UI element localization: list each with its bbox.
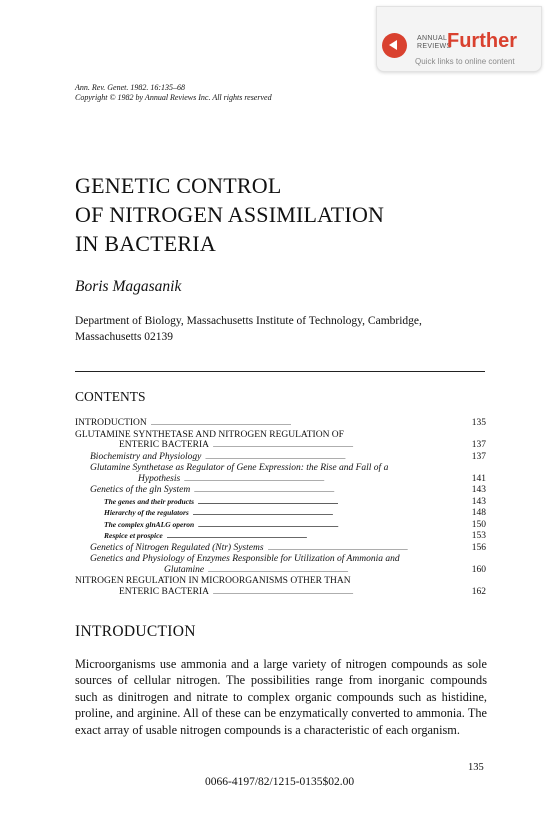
toc-page: 143 <box>471 485 486 495</box>
toc-page: 153 <box>471 531 486 541</box>
leader-dots <box>213 587 464 599</box>
leader-dots <box>194 485 464 497</box>
toc-row[interactable] <box>75 531 486 543</box>
toc-page: 137 <box>471 451 486 462</box>
toc-page: 150 <box>471 519 486 530</box>
toc-row[interactable] <box>75 463 486 474</box>
toc-page: 143 <box>471 496 486 507</box>
leader-dots <box>193 508 464 520</box>
toc-label: Glutamine <box>164 564 205 575</box>
toc-row[interactable] <box>75 418 486 430</box>
toc-row[interactable] <box>75 452 486 464</box>
introduction-heading: INTRODUCTION <box>75 623 196 640</box>
toc-page: 162 <box>471 586 486 597</box>
toc-row[interactable] <box>75 520 486 532</box>
toc-label: Genetics and Physiology of Enzymes Responsible for Utilization of Ammonia and <box>90 554 400 564</box>
citation-line-1: Ann. Rev. Genet. 1982. 16:135–68 <box>75 83 186 92</box>
toc-row[interactable] <box>75 554 486 565</box>
leader-dots <box>268 543 464 555</box>
toc-label: Hypothesis <box>138 473 181 484</box>
toc-label: Respice et prospice <box>104 531 163 540</box>
further-label: Further <box>447 30 517 52</box>
article-title <box>75 171 384 258</box>
leader-dots <box>198 520 464 532</box>
toc-label: Biochemistry and Physiology <box>90 451 202 462</box>
toc-row[interactable] <box>75 576 486 587</box>
toc-row[interactable] <box>75 440 486 452</box>
toc-page: 141 <box>471 473 486 484</box>
toc-page: 156 <box>471 542 486 553</box>
annual-reviews-logo: ANNUAL REVIEWS <box>417 35 452 50</box>
toc-page: 135 <box>471 418 486 428</box>
citation-line-2: Copyright © 1982 by Annual Reviews Inc. All rights reserved <box>75 93 272 102</box>
toc-row[interactable] <box>75 587 486 599</box>
toc-row[interactable] <box>75 565 486 577</box>
author: Boris Magasanik <box>75 278 182 295</box>
further-badge[interactable] <box>376 6 542 72</box>
contents-heading: CONTENTS <box>75 389 146 404</box>
leader-dots <box>198 497 464 509</box>
leader-dots <box>167 531 464 543</box>
toc-page: 137 <box>471 440 486 450</box>
affiliation-line-2: Massachusetts 02139 <box>75 331 174 343</box>
affiliation <box>75 313 495 345</box>
affiliation-line-1: Department of Biology, Massachusetts Institute of Technology, Cambridge, <box>75 315 422 327</box>
leader-dots <box>208 565 464 577</box>
toc-label: ENTERIC BACTERIA <box>119 440 209 450</box>
leader-dots <box>151 418 464 430</box>
toc-label: The genes and their products <box>104 496 195 506</box>
toc-row[interactable] <box>75 485 486 497</box>
toc-row[interactable] <box>75 430 486 441</box>
toc-label: GLUTAMINE SYNTHETASE AND NITROGEN REGULATION OF <box>75 429 344 440</box>
citation <box>75 83 272 103</box>
title-line-2: OF NITROGEN ASSIMILATION <box>75 202 385 227</box>
title-line-3: IN BACTERIA <box>75 231 216 256</box>
toc-label: Genetics of the gln System <box>90 485 191 495</box>
toc-label: NITROGEN REGULATION IN MICROORGANISMS OTHER THAN <box>75 576 351 586</box>
toc-label: INTRODUCTION <box>75 418 147 428</box>
toc-page: 148 <box>471 508 486 518</box>
play-arrow-icon <box>382 33 407 58</box>
page-number: 135 <box>468 762 484 773</box>
toc-row[interactable] <box>75 543 486 555</box>
leader-dots <box>213 440 464 452</box>
toc-label: The complex glnALG operon <box>104 519 195 529</box>
toc-row[interactable] <box>75 474 486 486</box>
article-code: 0066-4197/82/1215-0135$02.00 <box>205 776 355 788</box>
toc-label: Glutamine Synthetase as Regulator of Gene Expression: the Rise and Fall of a <box>90 463 389 473</box>
toc-label: Hierarchy of the regulators <box>104 508 189 517</box>
leader-dots <box>205 452 464 464</box>
divider <box>75 371 485 372</box>
introduction-paragraph: Microorganisms use ammonia and a large variety of nitrogen compounds as sole sources of cellular nitrogen. The possibilities range from inorganic compounds such as dinitrogen and nitrate to complex organic compounds such as histidine, proline, and arginine. All of these can be enzymatically converted to ammonia. The exact array of usable nitrogen compounds is a characteristic of each organism. <box>75 657 487 737</box>
table-of-contents <box>75 418 486 598</box>
quick-links-text: Quick links to online content <box>415 57 515 66</box>
toc-label: ENTERIC BACTERIA <box>119 586 209 597</box>
toc-page: 160 <box>471 564 486 575</box>
title-line-1: GENETIC CONTROL <box>75 173 282 198</box>
toc-label: Genetics of Nitrogen Regulated (Ntr) Systems <box>90 542 264 553</box>
leader-dots <box>184 474 464 486</box>
toc-row[interactable] <box>75 497 486 509</box>
toc-row[interactable] <box>75 508 486 520</box>
